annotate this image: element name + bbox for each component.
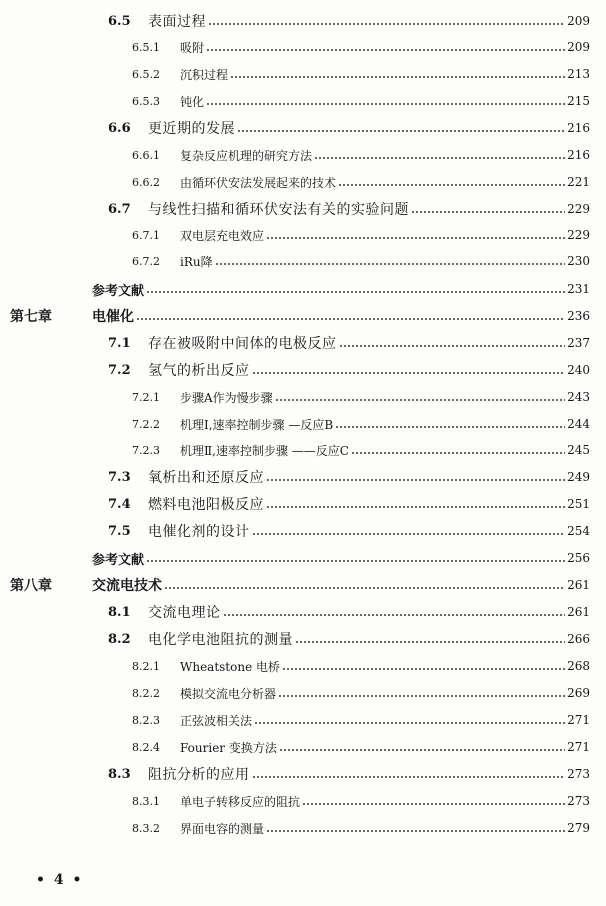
toc-entry-leader (92, 303, 590, 329)
toc-entry (0, 491, 606, 517)
toc-entry (0, 61, 606, 87)
toc-entry-number: 6.6.2 (132, 175, 160, 189)
toc-entry-title: 表面过程 (148, 14, 206, 30)
toc-entry-page: 209 (567, 40, 590, 54)
toc-entry-leader (148, 761, 590, 787)
toc-entry-title: 正弦波相关法 (180, 713, 253, 728)
toc-entry (0, 115, 606, 141)
toc-entry-number: 6.7.2 (132, 254, 160, 268)
toc-entry-title: 沉积过程 (180, 67, 229, 82)
toc-entry (0, 518, 606, 544)
toc-entry (0, 88, 606, 114)
toc-entry-title: 交流电技术 (92, 578, 162, 594)
toc-entry-title: iRu降 (180, 254, 213, 269)
toc-entry-leader (180, 384, 590, 410)
toc-entry-leader (148, 464, 590, 490)
dot-leader (266, 237, 565, 239)
toc-entry-title: 与线性扫描和循环伏安法有关的实验问题 (148, 202, 409, 218)
toc-entry (0, 680, 606, 706)
toc-entry-leader (180, 707, 590, 733)
toc-entry-leader (180, 734, 590, 760)
toc-entry-page: 261 (567, 605, 590, 619)
toc-entry-page: 229 (567, 228, 590, 242)
toc-entry (0, 8, 606, 34)
toc-entry-leader (148, 599, 590, 625)
toc-entry-title: Wheatstone 电桥 (180, 659, 280, 674)
toc-entry (0, 384, 606, 410)
toc-entry-title: 界面电容的测量 (180, 821, 265, 836)
toc-entry-title: 双电层充电效应 (180, 228, 265, 243)
toc-entry (0, 330, 606, 356)
toc-entry-leader (180, 815, 590, 841)
toc-entry-title: 存在被吸附中间体的电极反应 (148, 336, 337, 352)
dot-leader (279, 749, 565, 751)
toc-entry (0, 196, 606, 222)
toc-entry-number: 8.2.2 (132, 686, 160, 700)
toc-entry-number: 6.5.2 (132, 67, 160, 81)
dot-leader (252, 372, 566, 374)
toc-entry (0, 303, 606, 329)
toc-entry-number: 6.6.1 (132, 148, 160, 162)
dot-leader (252, 776, 566, 778)
toc-entry-number: 第七章 (10, 309, 52, 325)
toc-entry-leader (180, 788, 590, 814)
dot-leader (230, 76, 565, 78)
toc-entry-number: 6.5.3 (132, 94, 160, 108)
toc-entry-number: 6.6 (108, 120, 131, 136)
toc-entry-page: 273 (567, 794, 590, 808)
dot-leader (314, 157, 565, 159)
dot-leader (295, 641, 565, 643)
toc-entry-leader (180, 411, 590, 437)
toc-entry (0, 788, 606, 814)
toc-entry-leader (148, 357, 590, 383)
dot-leader (266, 830, 565, 832)
toc-entry-title: Fourier 变换方法 (180, 740, 277, 755)
toc-entry-leader (148, 196, 590, 222)
toc-entry (0, 276, 606, 302)
toc-entry-leader (180, 222, 590, 248)
dot-leader (215, 263, 565, 265)
toc-entry-page: 231 (567, 282, 590, 296)
toc-entry (0, 626, 606, 652)
toc-entry-page: 237 (567, 336, 590, 350)
toc-entry (0, 248, 606, 274)
toc-entry (0, 464, 606, 490)
toc-entry-leader (180, 248, 590, 274)
toc-entry-leader (92, 545, 590, 571)
toc-entry-number: 7.4 (108, 496, 131, 512)
toc-entry-number: 6.5 (108, 13, 131, 29)
toc-entry (0, 815, 606, 841)
toc-entry-title: 更近期的发展 (148, 121, 235, 137)
toc-entry (0, 222, 606, 248)
toc-entry-leader (180, 142, 590, 168)
toc-entry-page: 254 (567, 524, 590, 538)
toc-entry-title: 参考文献 (92, 283, 145, 299)
dot-leader (146, 560, 565, 562)
toc-entry-title: 交流电理论 (148, 605, 221, 621)
toc-entry-page: 251 (567, 497, 590, 511)
toc-entry-page: 243 (567, 390, 590, 404)
toc-entry-number: 8.2.3 (132, 713, 160, 727)
toc-entry-number: 6.5.1 (132, 40, 160, 54)
toc-entry-number: 7.1 (108, 335, 131, 351)
toc-entry-number: 6.7 (108, 201, 131, 217)
toc-entry-page: 269 (567, 686, 590, 700)
toc-entry-page: 279 (567, 821, 590, 835)
dot-leader (351, 452, 565, 454)
toc-entry-title: 燃料电池阳极反应 (148, 497, 264, 513)
toc-entry-number: 8.3 (108, 766, 131, 782)
toc-entry-title: 复杂反应机理的研究方法 (180, 148, 313, 163)
toc-entry-title: 钝化 (180, 94, 205, 109)
toc-entry (0, 437, 606, 463)
toc-entry-title: 阻抗分析的应用 (148, 767, 250, 783)
toc-entry-title: 氢气的析出反应 (148, 363, 250, 379)
toc-entry-page: 215 (567, 94, 590, 108)
dot-leader (338, 184, 565, 186)
dot-leader (411, 211, 565, 213)
toc-entry (0, 599, 606, 625)
toc-entry-title: 电化学电池阻抗的测量 (148, 632, 293, 648)
toc-entry-page: 216 (567, 121, 590, 135)
toc-entry-leader (148, 491, 590, 517)
toc-entry-leader (180, 34, 590, 60)
dot-leader (278, 695, 565, 697)
toc-entry-title: 氧析出和还原反应 (148, 470, 264, 486)
toc-entry-leader (148, 518, 590, 544)
dot-leader (223, 614, 566, 616)
toc-entry-page: 249 (567, 470, 590, 484)
toc-entry-leader (180, 88, 590, 114)
dot-leader (206, 49, 565, 51)
toc-entry-page: 268 (567, 659, 590, 673)
toc-entry-page: 256 (567, 551, 590, 565)
toc-entry-title: 模拟交流电分析器 (180, 686, 277, 701)
toc-entry-leader (148, 330, 590, 356)
toc-entry-title: 参考文献 (92, 552, 145, 568)
toc-entry-leader (180, 680, 590, 706)
toc-entry (0, 653, 606, 679)
toc-entry-leader (180, 653, 590, 679)
toc-entry-title: 步骤A作为慢步骤 (180, 390, 273, 405)
dot-leader (254, 722, 565, 724)
toc-entry-page: 230 (567, 254, 590, 268)
toc-entry-page: 244 (567, 417, 590, 431)
toc-entry-number: 8.3.2 (132, 821, 160, 835)
toc-entry-leader (180, 61, 590, 87)
toc-entry-page: 221 (567, 175, 590, 189)
toc-entry-number: 8.3.1 (132, 794, 160, 808)
dot-leader (282, 668, 565, 670)
toc-entry-page: 273 (567, 767, 590, 781)
dot-leader (266, 506, 565, 508)
toc-entry (0, 142, 606, 168)
toc-entry-title: 单电子转移反应的阻抗 (180, 794, 301, 809)
toc-entry (0, 734, 606, 760)
dot-leader (302, 803, 565, 805)
toc-entry-number: 6.7.1 (132, 228, 160, 242)
dot-leader (164, 587, 565, 589)
dot-leader (275, 399, 565, 401)
dot-leader (136, 318, 565, 320)
toc-entry-leader (148, 626, 590, 652)
toc-entry (0, 411, 606, 437)
toc-entry-page: 261 (567, 578, 590, 592)
toc-entry-number: 8.2.1 (132, 659, 160, 673)
dot-leader (206, 103, 565, 105)
dot-leader (252, 533, 566, 535)
toc-entry-title: 机理Ⅰ,速率控制步骤 —反应B (180, 417, 334, 432)
toc-entry-page: 236 (567, 309, 590, 323)
toc-entry-number: 7.2.3 (132, 443, 160, 457)
dot-leader (335, 426, 565, 428)
toc-entry-number: 8.2 (108, 631, 131, 647)
page-number-footer: • 4 • (36, 872, 84, 888)
toc-entry-number: 7.2.1 (132, 390, 160, 404)
toc-entry-title: 电催化剂的设计 (148, 524, 250, 540)
toc-entry (0, 761, 606, 787)
dot-leader (146, 291, 565, 293)
toc-entry-leader (92, 276, 590, 302)
toc-entry-page: 271 (567, 740, 590, 754)
toc-entry-title: 由循环伏安法发展起来的技术 (180, 175, 337, 190)
toc-entry-page: 271 (567, 713, 590, 727)
toc-entry (0, 707, 606, 733)
dot-leader (237, 130, 565, 132)
toc-entry (0, 572, 606, 598)
toc-entry (0, 34, 606, 60)
toc-entry-leader (92, 572, 590, 598)
toc-entry-page: 216 (567, 148, 590, 162)
toc-entry-number: 第八章 (10, 578, 52, 594)
toc-entry-leader (180, 437, 590, 463)
dot-leader (339, 345, 566, 347)
toc-entry-leader (148, 115, 590, 141)
toc-entry-page: 229 (567, 202, 590, 216)
toc-entry-number: 8.2.4 (132, 740, 160, 754)
toc-entry-page: 240 (567, 363, 590, 377)
toc-entry-number: 7.2 (108, 362, 131, 378)
dot-leader (266, 479, 565, 481)
toc-entry-page: 245 (567, 443, 590, 457)
toc-entry-number: 7.2.2 (132, 417, 160, 431)
toc-entry-page: 266 (567, 632, 590, 646)
dot-leader (208, 23, 565, 25)
toc-entry-page: 213 (567, 67, 590, 81)
toc-entry (0, 169, 606, 195)
toc-entry-leader (180, 169, 590, 195)
toc-entry-number: 7.5 (108, 523, 131, 539)
toc-entry-title: 电催化 (92, 309, 134, 325)
toc-entry-title: 机理Ⅱ,速率控制步骤 ——反应C (180, 443, 349, 458)
toc-entry-page: 209 (567, 14, 590, 28)
toc-entry-number: 8.1 (108, 604, 131, 620)
toc-entry (0, 545, 606, 571)
toc-entry-title: 吸附 (180, 40, 205, 55)
toc-entry (0, 357, 606, 383)
toc-entry-leader (148, 8, 590, 34)
toc-entry-number: 7.3 (108, 469, 131, 485)
